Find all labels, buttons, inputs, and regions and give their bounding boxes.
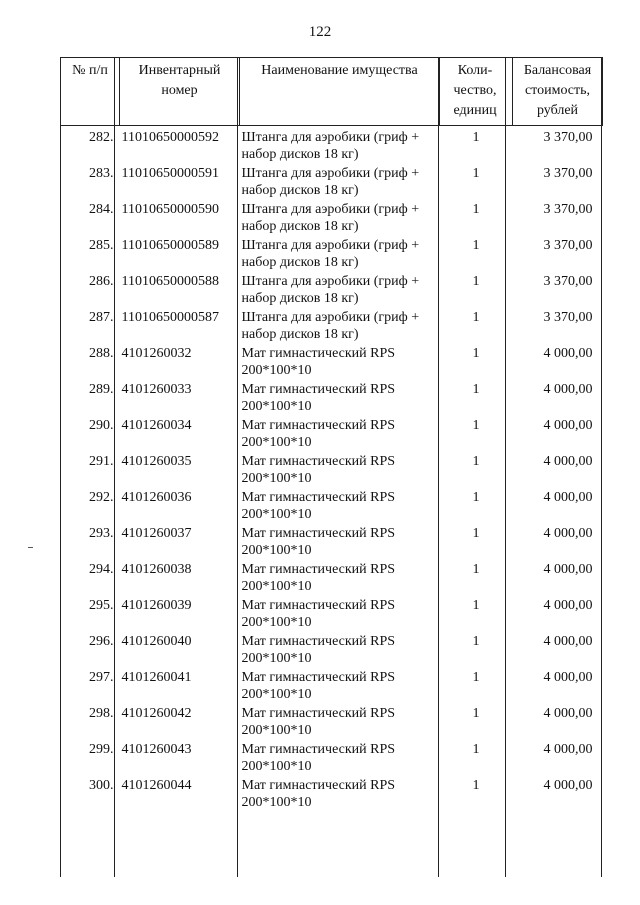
table-row xyxy=(61,561,603,597)
balance-cost: 4 000,00 xyxy=(543,633,593,649)
table-row xyxy=(61,417,603,453)
inventory-number: 4101260042 xyxy=(121,705,192,721)
row-number: 294. xyxy=(89,561,114,577)
header-balance-cost: Балансовая стоимость, рублей xyxy=(513,58,603,126)
quantity: 1 xyxy=(472,417,480,433)
row-number: 296. xyxy=(89,633,114,649)
balance-cost: 3 370,00 xyxy=(543,130,593,145)
quantity: 1 xyxy=(472,777,480,793)
table-row xyxy=(61,741,603,777)
inventory-number: 4101260032 xyxy=(121,345,192,361)
row-number: 283. xyxy=(89,165,114,181)
quantity: 1 xyxy=(472,597,480,613)
inventory-number: 4101260034 xyxy=(121,417,192,433)
inventory-number: 11010650000588 xyxy=(121,273,219,289)
balance-cost: 4 000,00 xyxy=(543,561,593,577)
balance-cost: 4 000,00 xyxy=(543,381,593,397)
inventory-number: 11010650000587 xyxy=(121,309,219,325)
table-row xyxy=(61,126,603,165)
inventory-number: 11010650000592 xyxy=(121,130,219,145)
quantity: 1 xyxy=(472,381,480,397)
table-row xyxy=(61,165,603,201)
item-name: Мат гимнастический RPS 200*100*10 xyxy=(241,669,396,702)
row-number: 297. xyxy=(89,669,114,685)
quantity: 1 xyxy=(472,633,480,649)
header-num: № п/п xyxy=(61,58,120,126)
inventory-number: 11010650000590 xyxy=(121,201,219,217)
row-number: 285. xyxy=(89,237,114,253)
inventory-number: 4101260037 xyxy=(121,525,192,541)
balance-cost: 3 370,00 xyxy=(543,165,593,181)
row-number: 293. xyxy=(89,525,114,541)
balance-cost: 4 000,00 xyxy=(543,345,593,361)
row-number: 286. xyxy=(89,273,114,289)
quantity: 1 xyxy=(472,345,480,361)
page-number: 122 xyxy=(308,24,332,40)
column-divider xyxy=(505,57,506,877)
balance-cost: 4 000,00 xyxy=(543,525,593,541)
quantity: 1 xyxy=(472,561,480,577)
row-number: 299. xyxy=(89,741,114,757)
item-name: Мат гимнастический RPS 200*100*10 xyxy=(241,777,396,810)
quantity: 1 xyxy=(472,525,480,541)
item-name: Мат гимнастический RPS 200*100*10 xyxy=(241,561,396,594)
inventory-number: 4101260039 xyxy=(121,597,192,613)
item-name: Мат гимнастический RPS 200*100*10 xyxy=(241,525,396,558)
quantity: 1 xyxy=(472,273,480,289)
item-name: Мат гимнастический RPS 200*100*10 xyxy=(241,417,396,450)
inventory-number: 4101260041 xyxy=(121,669,192,685)
header-inventory-number: Инвентарный номер xyxy=(120,58,240,126)
item-name: Штанга для аэробики (гриф + набор дисков 18 кг) xyxy=(241,201,420,234)
row-number: 287. xyxy=(89,309,114,325)
balance-cost: 4 000,00 xyxy=(543,741,593,757)
balance-cost: 4 000,00 xyxy=(543,489,593,505)
table-body xyxy=(61,126,603,813)
table-row xyxy=(61,633,603,669)
item-name: Мат гимнастический RPS 200*100*10 xyxy=(241,633,396,666)
balance-cost: 3 370,00 xyxy=(543,201,593,217)
row-number: 298. xyxy=(89,705,114,721)
quantity: 1 xyxy=(472,489,480,505)
inventory-number: 4101260033 xyxy=(121,381,192,397)
table-row xyxy=(61,525,603,561)
inventory-number: 4101260035 xyxy=(121,453,192,469)
quantity: 1 xyxy=(472,741,480,757)
inventory-number: 4101260040 xyxy=(121,633,192,649)
balance-cost: 4 000,00 xyxy=(543,777,593,793)
table-left-border xyxy=(60,57,61,877)
table-header-row xyxy=(61,58,603,126)
inventory-number: 4101260044 xyxy=(121,777,192,793)
balance-cost: 4 000,00 xyxy=(543,417,593,433)
quantity: 1 xyxy=(472,165,480,181)
inventory-number: 11010650000591 xyxy=(121,165,219,181)
table-row xyxy=(61,777,603,813)
quantity: 1 xyxy=(472,453,480,469)
table-row xyxy=(61,237,603,273)
item-name: Мат гимнастический RPS 200*100*10 xyxy=(241,453,396,486)
balance-cost: 4 000,00 xyxy=(543,669,593,685)
table-row xyxy=(61,489,603,525)
table-row xyxy=(61,705,603,741)
header-quantity: Коли-чество, единиц xyxy=(440,58,513,126)
column-divider xyxy=(438,57,439,877)
row-number: 291. xyxy=(89,453,114,469)
balance-cost: 3 370,00 xyxy=(543,237,593,253)
row-number: 282. xyxy=(89,130,114,145)
table-row xyxy=(61,669,603,705)
table-row xyxy=(61,273,603,309)
table-row xyxy=(61,201,603,237)
table-row xyxy=(61,453,603,489)
item-name: Мат гимнастический RPS 200*100*10 xyxy=(241,705,396,738)
table-row xyxy=(61,381,603,417)
balance-cost: 3 370,00 xyxy=(543,309,593,325)
quantity: 1 xyxy=(472,201,480,217)
quantity: 1 xyxy=(472,669,480,685)
column-divider xyxy=(237,57,238,877)
quantity: 1 xyxy=(472,130,480,145)
inventory-table xyxy=(60,57,603,813)
inventory-number: 4101260043 xyxy=(121,741,192,757)
table-row xyxy=(61,345,603,381)
item-name: Штанга для аэробики (гриф + набор дисков 18 кг) xyxy=(241,237,420,270)
table-row xyxy=(61,597,603,633)
row-number: 288. xyxy=(89,345,114,361)
item-name: Мат гимнастический RPS 200*100*10 xyxy=(241,597,396,630)
row-number: 300. xyxy=(89,777,114,793)
balance-cost: 4 000,00 xyxy=(543,597,593,613)
item-name: Штанга для аэробики (гриф + набор дисков 18 кг) xyxy=(241,273,420,306)
item-name: Штанга для аэробики (гриф + набор дисков 18 кг) xyxy=(241,165,420,198)
balance-cost: 4 000,00 xyxy=(543,453,593,469)
header-item-name: Наименование имущества xyxy=(240,58,440,126)
table-right-border xyxy=(601,57,602,877)
balance-cost: 3 370,00 xyxy=(543,273,593,289)
column-divider xyxy=(114,57,115,877)
row-number: 295. xyxy=(89,597,114,613)
balance-cost: 4 000,00 xyxy=(543,705,593,721)
inventory-number: 4101260038 xyxy=(121,561,192,577)
item-name: Мат гимнастический RPS 200*100*10 xyxy=(241,381,396,414)
item-name: Мат гимнастический RPS 200*100*10 xyxy=(241,345,396,378)
inventory-number: 4101260036 xyxy=(121,489,192,505)
item-name: Мат гимнастический RPS 200*100*10 xyxy=(241,741,396,774)
row-number: 292. xyxy=(89,489,114,505)
row-number: 284. xyxy=(89,201,114,217)
margin-mark xyxy=(28,547,33,548)
quantity: 1 xyxy=(472,705,480,721)
item-name: Штанга для аэробики (гриф + набор дисков 18 кг) xyxy=(241,309,420,342)
inventory-number: 11010650000589 xyxy=(121,237,219,253)
table-row xyxy=(61,309,603,345)
row-number: 289. xyxy=(89,381,114,397)
item-name: Мат гимнастический RPS 200*100*10 xyxy=(241,489,396,522)
row-number: 290. xyxy=(89,417,114,433)
item-name: Штанга для аэробики (гриф + набор дисков 18 кг) xyxy=(241,130,420,162)
quantity: 1 xyxy=(472,237,480,253)
quantity: 1 xyxy=(472,309,480,325)
